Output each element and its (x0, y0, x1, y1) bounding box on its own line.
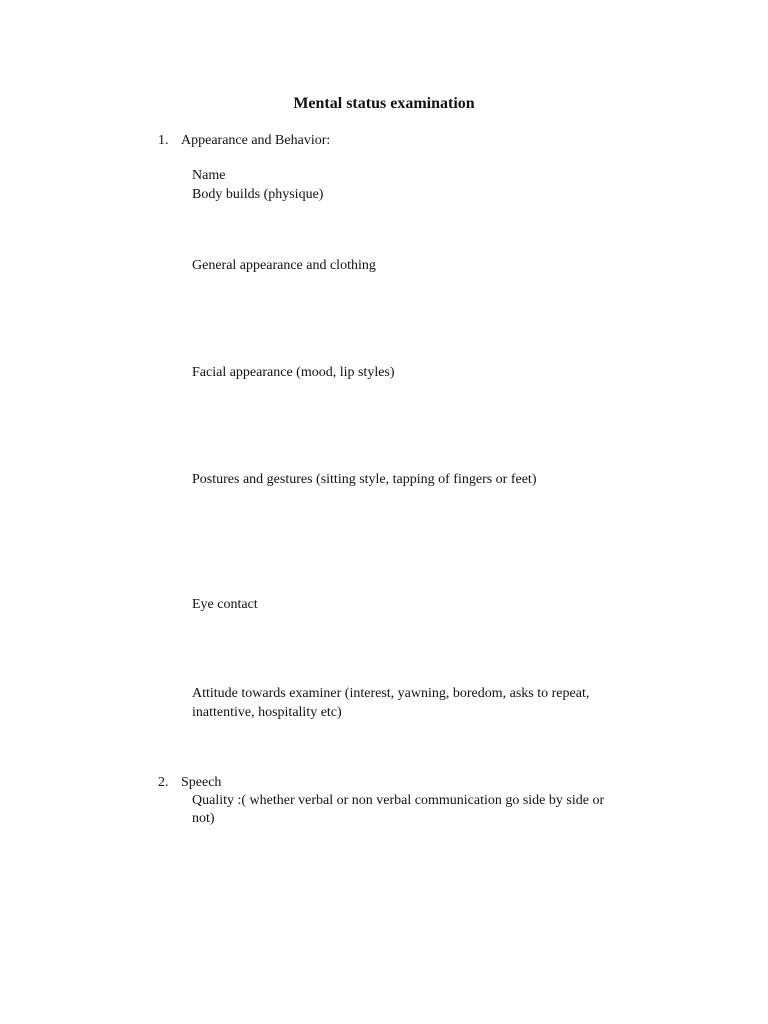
item-attitude-line-2: inattentive, hospitality etc) (192, 705, 342, 720)
section-number: 2. (158, 775, 169, 790)
section-heading: Speech (181, 775, 222, 790)
item-eye-contact: Eye contact (192, 597, 258, 612)
item-general-appearance: General appearance and clothing (192, 258, 376, 273)
item-quality-line-1: Quality :( whether verbal or non verbal communication go side by side or (192, 793, 605, 808)
item-facial-appearance: Facial appearance (mood, lip styles) (192, 365, 395, 380)
page-title: Mental status examination (293, 95, 475, 112)
item-postures-gestures: Postures and gestures (sitting style, tapping of fingers or feet) (192, 472, 537, 487)
item-attitude-line-1: Attitude towards examiner (interest, yawning, boredom, asks to repeat, (192, 686, 590, 701)
section-number: 1. (158, 133, 169, 148)
item-quality-line-2: not) (192, 811, 215, 826)
section-heading: Appearance and Behavior: (181, 133, 331, 148)
item-body-build: Body builds (physique) (192, 187, 324, 202)
item-name: Name (192, 168, 226, 183)
